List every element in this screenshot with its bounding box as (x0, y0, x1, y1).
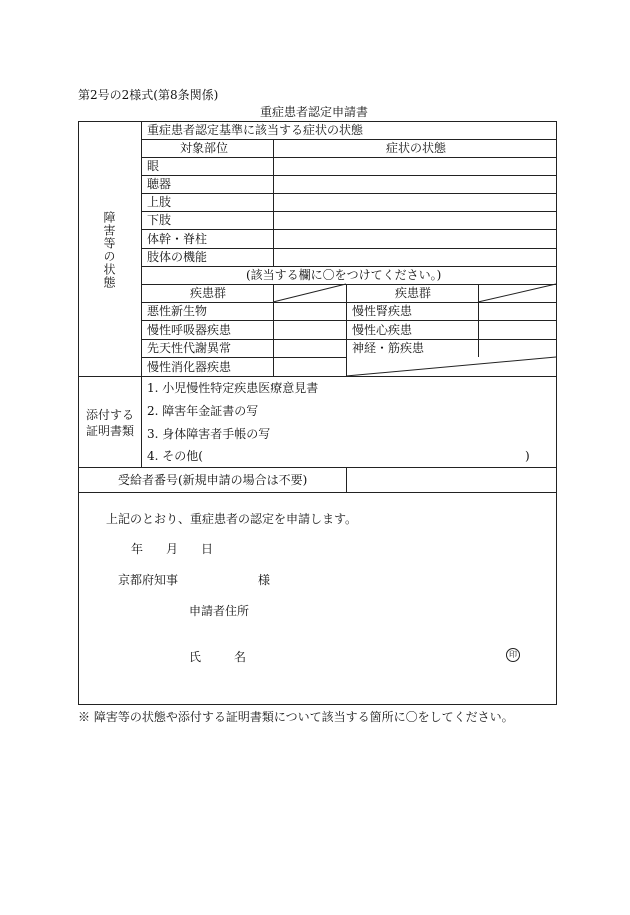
attachment-item: 3. 身体障害者手帳の写 (147, 427, 271, 441)
attachments-label-line2: 証明書類 (86, 424, 135, 438)
part-row: 肢体の機能 (147, 250, 208, 264)
attachment-item: 1. 小児慢性特定疾患医療意見書 (147, 381, 319, 395)
governor-addressee: 京都府知事 (118, 573, 179, 587)
disability-section-label: 障害等の状態 (102, 211, 116, 289)
seal-mark-text: 印 (509, 650, 517, 659)
date-day-label: 日 (201, 542, 214, 556)
part-row: 眼 (147, 159, 160, 173)
application-statement: 上記のとおり、重症患者の認定を申請します。 (106, 512, 358, 526)
disease-row-left: 先天性代謝異常 (147, 341, 232, 355)
attachment-item: 2. 障害年金証書の写 (147, 404, 259, 418)
disease-row-left: 慢性呼吸器疾患 (147, 323, 232, 337)
form-number: 第2号の2様式(第8条関係) (78, 88, 219, 102)
honorific-sama: 様 (258, 573, 271, 587)
attachment-item-other: 4. その他( (147, 449, 203, 463)
criteria-heading: 重症患者認定基準に該当する症状の状態 (147, 123, 364, 137)
applicant-name-label-2: 名 (234, 650, 247, 664)
recipient-number-label: 受給者番号(新規申請の場合は不要) (118, 473, 308, 487)
disease-row-left: 悪性新生物 (147, 304, 208, 318)
attachment-other-close: ) (525, 449, 530, 463)
applicant-address-label: 申請者住所 (189, 604, 250, 618)
footnote: ※ 障害等の状態や添付する証明書類について該当する箇所に〇をしてください。 (78, 710, 514, 724)
part-row: 聴器 (147, 177, 172, 191)
circle-note: (該当する欄に〇をつけてください。) (246, 268, 442, 282)
part-row: 上肢 (147, 195, 172, 209)
disease-group-header-right: 疾患群 (395, 286, 432, 300)
applicant-name-label-1: 氏 (189, 650, 202, 664)
col-part-header: 対象部位 (180, 141, 229, 155)
part-row: 体幹・脊柱 (147, 232, 208, 246)
part-row: 下肢 (147, 213, 172, 227)
col-state-header: 症状の状態 (386, 141, 447, 155)
form-title: 重症患者認定申請書 (260, 105, 369, 119)
attachments-label-line1: 添付する (86, 408, 135, 422)
recipient-number-field[interactable] (348, 469, 554, 491)
disease-row-right: 神経・筋疾患 (352, 341, 425, 355)
date-month-label: 月 (166, 542, 179, 556)
disease-row-right: 慢性腎疾患 (352, 304, 413, 318)
disease-row-right: 慢性心疾患 (352, 323, 413, 337)
disease-group-header-left: 疾患群 (190, 286, 227, 300)
seal-mark-icon (506, 648, 520, 662)
date-year-label: 年 (131, 542, 144, 556)
disease-row-left: 慢性消化器疾患 (147, 360, 232, 374)
